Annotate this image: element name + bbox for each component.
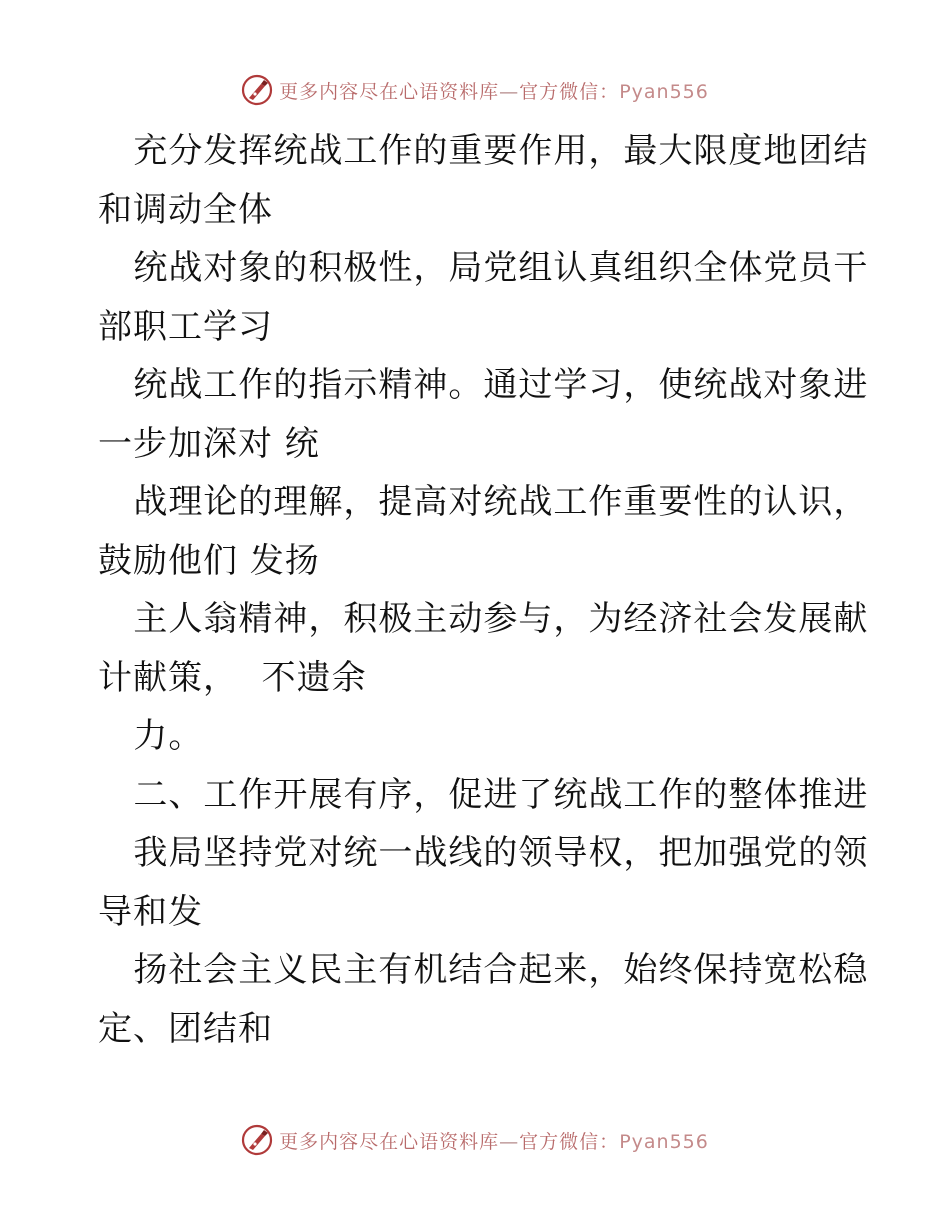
text-line: 战理论的理解，提高对统战工作重要性的认识， xyxy=(98,482,869,522)
text-line: 鼓励他们 发扬 xyxy=(98,540,320,581)
footer-banner xyxy=(0,1120,950,1160)
text-line: 主人翁精神，积极主动参与，为经济社会发展献 xyxy=(98,599,869,639)
text-line: 扬社会主义民主有机结合起来，始终保持宽松稳 xyxy=(98,950,869,990)
header-wechat-label: 官方微信： xyxy=(519,80,620,103)
footer-separator: — xyxy=(499,1130,520,1153)
pen-nib-logo-icon xyxy=(241,74,273,106)
text-line: 我局坚持党对统一战线的领导权，把加强党的领 xyxy=(98,833,869,873)
text-line: 一步加深对 统 xyxy=(98,423,320,464)
text-line: 统战对象的积极性，局党组认真组织全体党员干 xyxy=(98,248,869,288)
text-line: 二、工作开展有序，促进了统战工作的整体推进 xyxy=(98,774,869,815)
text-line: 部职工学习 xyxy=(98,306,273,347)
text-line: 统战工作的指示精神。通过学习，使统战对象进 xyxy=(98,365,869,405)
footer-text xyxy=(279,1127,709,1154)
text-line: 导和发 xyxy=(98,891,203,932)
header-separator: — xyxy=(499,80,520,103)
pen-nib-logo-icon xyxy=(241,1124,273,1156)
text-line: 和调动全体 xyxy=(98,189,273,230)
header-wechat-id: Pyan556 xyxy=(619,80,709,103)
header-text xyxy=(279,77,709,104)
text-line: 定、团结和 xyxy=(98,1008,273,1049)
text-line: 计献策， 不遗余 xyxy=(98,657,367,698)
footer-site: 更多内容尽在心语资料库 xyxy=(279,1130,500,1153)
header-banner xyxy=(0,70,950,110)
body-text xyxy=(98,122,869,1058)
header-site: 更多内容尽在心语资料库 xyxy=(279,80,500,103)
text-line: 充分发挥统战工作的重要作用，最大限度地团结 xyxy=(98,131,869,171)
footer-wechat-label: 官方微信： xyxy=(519,1130,620,1153)
footer-wechat-id: Pyan556 xyxy=(619,1130,709,1153)
text-line: 力。 xyxy=(98,716,204,756)
